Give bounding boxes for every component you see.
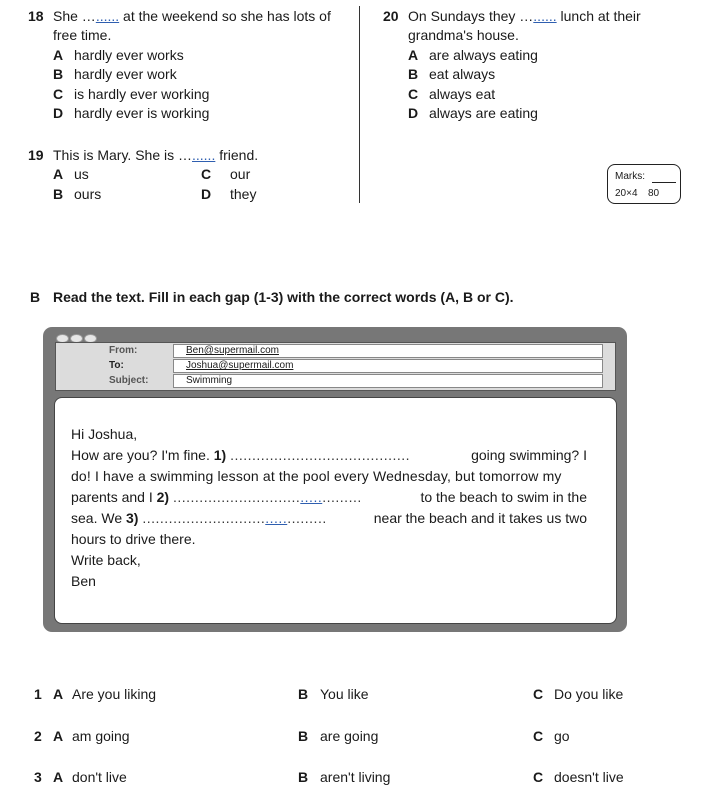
option-d[interactable] (408, 105, 538, 121)
option-letter: B (53, 66, 64, 82)
gap-3[interactable]: .......................................... (142, 510, 327, 526)
answer-row-3 (0, 769, 720, 789)
answer-number: 3 (34, 769, 42, 785)
answer-option-c[interactable]: go (554, 728, 570, 744)
question-number: 20 (383, 8, 399, 24)
marks-formula: 20×4 (615, 188, 638, 199)
option-text: hardly ever is working (74, 105, 210, 121)
option-b[interactable] (53, 66, 177, 82)
line-text: near the beach and it takes us two (373, 510, 587, 526)
signature-text: Ben (71, 573, 96, 589)
option-b[interactable] (53, 186, 101, 202)
option-letter: B (298, 686, 309, 702)
email-line (71, 508, 587, 529)
option-letter: B (298, 728, 309, 744)
option-letter: D (408, 105, 419, 121)
question-20-stem (408, 8, 641, 24)
option-letter: A (53, 686, 64, 702)
option-text: ours (74, 186, 102, 202)
email-window (43, 327, 627, 632)
option-c[interactable] (53, 86, 209, 102)
line-text: to the beach to swim in the (420, 489, 587, 505)
stem-text: She … (53, 8, 96, 24)
answer-number: 2 (34, 728, 42, 744)
question-19 (28, 147, 44, 163)
option-text: hardly ever works (74, 47, 184, 63)
email-header (55, 342, 616, 391)
option-letter: A (53, 769, 64, 785)
answer-number: 1 (34, 686, 42, 702)
email-line (71, 571, 587, 592)
to-field[interactable]: Joshua@supermail.com (173, 359, 603, 373)
stem-text: On Sundays they … (408, 8, 534, 24)
email-line (71, 466, 587, 487)
marks-label: Marks: (615, 171, 645, 182)
question-number: 18 (28, 8, 44, 24)
option-letter: C (201, 166, 212, 182)
email-line (71, 424, 587, 445)
option-b[interactable] (408, 66, 495, 82)
option-a[interactable] (408, 47, 538, 63)
email-line (71, 487, 587, 508)
line-text: going swimming? I (471, 447, 587, 463)
option-text: eat always (429, 66, 496, 82)
section-instruction: Read the text. Fill in each gap (1-3) with the correct words (A, B or C). (53, 289, 514, 305)
option-letter: C (533, 686, 544, 702)
answer-blank[interactable]: ...... (95, 8, 120, 24)
question-20-stem-line2: grandma's house. (408, 27, 519, 43)
marks-score-line[interactable] (652, 182, 676, 183)
question-20 (383, 8, 399, 24)
answer-option-b[interactable]: aren't living (320, 769, 391, 785)
from-field[interactable]: Ben@supermail.com (173, 344, 603, 358)
answer-option-c[interactable]: doesn't live (554, 769, 624, 785)
stem-text: friend. (215, 147, 259, 163)
line-text: do! I have a swimming lesson at the pool every Wednesday, but tomorrow my (71, 468, 562, 484)
option-text: is hardly ever working (74, 86, 210, 102)
option-text: are always eating (429, 47, 538, 63)
question-19-stem (53, 147, 258, 163)
gap-2[interactable]: ........................................... (172, 489, 362, 505)
option-text: always eat (429, 86, 496, 102)
subject-label: Subject: (109, 375, 149, 386)
greeting-text: Hi Joshua, (71, 426, 138, 442)
answer-option-a[interactable]: don't live (72, 769, 127, 785)
answer-blank[interactable]: ...... (533, 8, 557, 24)
line-text: How are you? I'm fine. (71, 447, 214, 463)
gap-1[interactable]: ......................................... (230, 447, 411, 463)
option-letter: D (201, 186, 212, 202)
option-letter: A (53, 728, 64, 744)
gap-number: 3) (126, 510, 139, 526)
option-letter: A (53, 47, 64, 63)
answer-option-a[interactable]: Are you liking (72, 686, 157, 702)
option-text: us (74, 166, 89, 182)
stem-text: lunch at their (556, 8, 641, 24)
marks-total: 80 (648, 188, 660, 199)
option-letter: C (408, 86, 419, 102)
option-letter: A (53, 166, 64, 182)
signoff-text: Write back, (71, 552, 141, 568)
answer-row-1 (0, 686, 720, 706)
option-text: always are eating (429, 105, 538, 121)
question-18-stem (53, 8, 331, 24)
email-line (71, 529, 587, 550)
section-b-heading (30, 289, 514, 305)
line-text: sea. We (71, 510, 126, 526)
line-text: parents and I (71, 489, 157, 505)
question-number: 19 (28, 147, 44, 163)
section-letter: B (30, 289, 41, 305)
answer-option-b[interactable]: are going (320, 728, 379, 744)
email-text (71, 424, 587, 592)
stem-text: This is Mary. She is … (53, 147, 192, 163)
answer-row-2 (0, 728, 720, 748)
line-text: hours to drive there. (71, 531, 196, 547)
option-letter: B (53, 186, 64, 202)
gap-number: 1) (213, 447, 227, 463)
option-c[interactable] (201, 166, 250, 182)
stem-text: at the weekend so she has lots of (119, 8, 331, 24)
option-d[interactable] (201, 186, 256, 202)
option-a[interactable] (53, 47, 184, 63)
option-letter: D (53, 105, 64, 121)
subject-field[interactable]: Swimming (173, 374, 603, 388)
answer-option-a[interactable]: am going (72, 728, 130, 744)
option-text: hardly ever work (74, 66, 177, 82)
column-divider (359, 6, 360, 203)
marks-box (607, 164, 681, 204)
option-letter: B (298, 769, 309, 785)
option-letter: B (408, 66, 419, 82)
option-letter: A (408, 47, 419, 63)
email-line (71, 550, 587, 571)
option-letter: C (533, 728, 544, 744)
question-18-stem-line2: free time. (53, 27, 112, 43)
answer-blank[interactable]: ...... (192, 147, 216, 163)
answer-option-b[interactable]: You like (320, 686, 369, 702)
email-line (71, 445, 587, 466)
option-c[interactable] (408, 86, 495, 102)
answer-option-c[interactable]: Do you like (554, 686, 624, 702)
option-d[interactable] (53, 105, 209, 121)
email-body (54, 397, 617, 624)
option-text: they (230, 186, 257, 202)
option-letter: C (53, 86, 64, 102)
option-a[interactable] (53, 166, 89, 182)
gap-number: 2) (156, 489, 170, 505)
from-label: From: (109, 345, 138, 356)
option-letter: C (533, 769, 544, 785)
to-label: To: (109, 360, 124, 371)
option-text: our (230, 166, 251, 182)
question-18 (28, 8, 44, 24)
